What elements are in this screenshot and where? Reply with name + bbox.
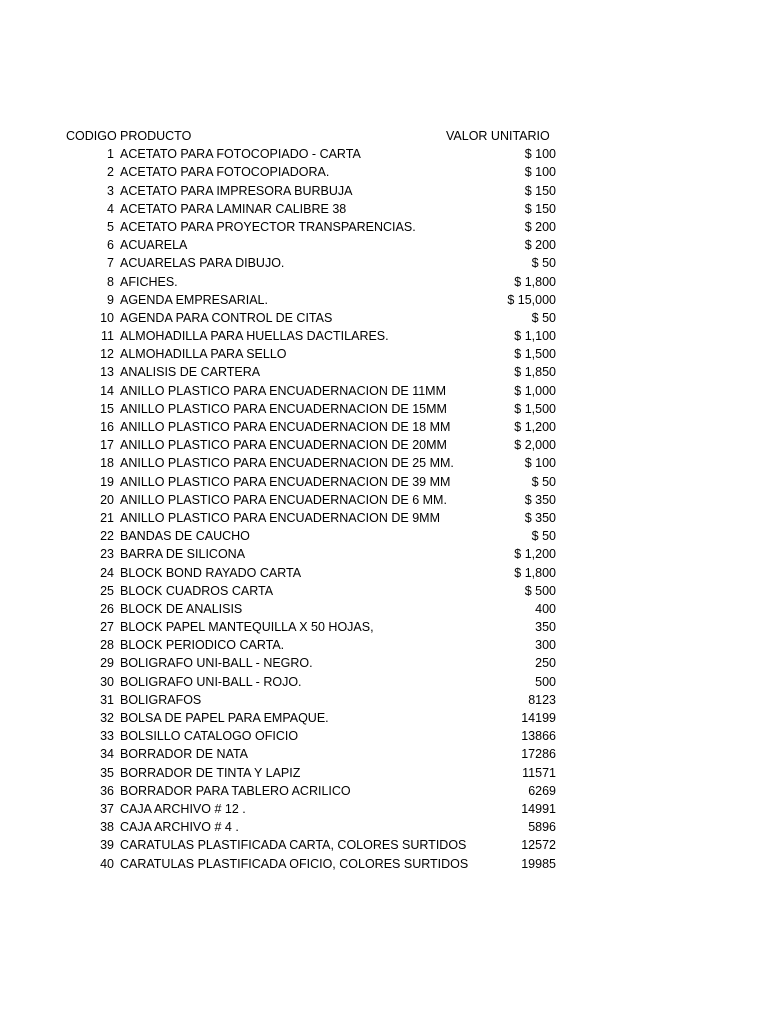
row-code: 21	[100, 510, 114, 525]
table-row	[0, 291, 768, 309]
row-product: BLOCK DE ANALISIS	[120, 601, 243, 616]
row-code: 11	[101, 329, 114, 344]
row-price: $ 350	[524, 510, 556, 525]
row-code: 18	[100, 456, 114, 471]
row-product: ACETATO PARA FOTOCOPIADORA.	[120, 165, 330, 180]
table-row	[0, 309, 768, 327]
row-price: 11571	[522, 765, 556, 780]
row-code: 7	[107, 256, 114, 271]
table-row	[0, 509, 768, 527]
row-product: CARATULAS PLASTIFICADA OFICIO, COLORES SURTIDOS	[120, 856, 469, 871]
row-product: CAJA ARCHIVO # 4 .	[120, 820, 239, 835]
table-row	[0, 582, 768, 600]
row-code: 15	[100, 401, 114, 416]
row-code: 36	[100, 783, 114, 798]
row-code: 20	[100, 492, 114, 507]
row-product: ACUARELA	[120, 238, 188, 253]
row-code: 16	[100, 420, 114, 434]
table-row	[0, 727, 768, 745]
row-product: CARATULAS PLASTIFICADA CARTA, COLORES SURTIDOS	[120, 838, 467, 853]
row-price: $ 100	[524, 147, 556, 162]
row-code: 24	[100, 565, 114, 580]
row-product: BLOCK PERIODICO CARTA.	[120, 638, 285, 653]
row-price: 250	[535, 656, 556, 671]
table-row	[0, 145, 768, 163]
table-row	[0, 436, 768, 454]
row-code: 25	[100, 583, 114, 598]
row-code: 31	[100, 692, 114, 707]
table-header-row	[0, 127, 768, 145]
row-price: 13866	[521, 729, 556, 744]
table-row	[0, 218, 768, 236]
row-price: 6269	[528, 783, 556, 798]
product-price-table	[0, 127, 768, 873]
table-row	[0, 182, 768, 200]
row-code: 4	[107, 201, 114, 216]
row-price: $ 1,500	[514, 401, 556, 416]
row-code: 33	[100, 729, 114, 744]
row-code: 8	[107, 274, 114, 289]
row-price: $ 50	[531, 474, 556, 489]
table-row	[0, 363, 768, 381]
table-row	[0, 654, 768, 672]
row-product: CAJA ARCHIVO # 12 .	[120, 801, 246, 816]
table-row	[0, 673, 768, 691]
row-price: $ 1,850	[514, 365, 556, 380]
row-price: 14991	[521, 801, 556, 816]
row-product: ANILLO PLASTICO PARA ENCUADERNACION DE 39 MM	[120, 474, 451, 489]
row-price: 19985	[521, 856, 556, 871]
table-row	[0, 800, 768, 818]
row-price: $ 1,800	[514, 274, 556, 289]
table-row	[0, 836, 768, 854]
row-code: 19	[100, 474, 114, 489]
row-product: BORRADOR DE NATA	[120, 747, 249, 762]
row-price: 500	[535, 674, 556, 689]
table-row	[0, 473, 768, 491]
row-product: BARRA DE SILICONA	[120, 547, 246, 562]
row-product: BLOCK CUADROS CARTA	[120, 583, 274, 598]
table-row	[0, 618, 768, 636]
row-price: $ 1,200	[514, 420, 556, 434]
row-price: $ 350	[524, 492, 556, 507]
table-row	[0, 545, 768, 563]
row-price: 300	[535, 638, 556, 653]
table-row	[0, 236, 768, 254]
table-row	[0, 400, 768, 418]
table-row	[0, 745, 768, 763]
row-product: ACUARELAS PARA DIBUJO.	[120, 256, 285, 271]
row-code: 26	[100, 601, 114, 616]
row-price: $ 2,000	[514, 438, 556, 453]
row-product: ANILLO PLASTICO PARA ENCUADERNACION DE 9MM	[120, 510, 440, 525]
row-price: $ 1,800	[514, 565, 556, 580]
row-code: 3	[107, 183, 114, 198]
row-price: $ 200	[524, 238, 556, 253]
header-code: CODIGO	[66, 129, 117, 143]
table-row	[0, 636, 768, 654]
row-price: 12572	[521, 838, 556, 853]
table-row	[0, 782, 768, 800]
table-body	[0, 145, 768, 873]
table-row	[0, 600, 768, 618]
row-code: 22	[100, 529, 114, 544]
row-code: 28	[100, 638, 114, 653]
row-price: 8123	[528, 692, 556, 707]
header-product: PRODUCTO	[120, 129, 192, 143]
row-code: 30	[100, 674, 114, 689]
row-product: ANILLO PLASTICO PARA ENCUADERNACION DE 6 MM.	[120, 492, 447, 507]
row-product: BLOCK PAPEL MANTEQUILLA X 50 HOJAS,	[120, 620, 374, 635]
table-row	[0, 491, 768, 509]
table-row	[0, 273, 768, 291]
table-row	[0, 254, 768, 272]
table-row	[0, 764, 768, 782]
row-product: ALMOHADILLA PARA SELLO	[120, 347, 287, 362]
table-row	[0, 382, 768, 400]
table-row	[0, 709, 768, 727]
row-product: ACETATO PARA FOTOCOPIADO - CARTA	[120, 147, 361, 162]
row-code: 29	[100, 656, 114, 671]
row-price: $ 1,000	[514, 383, 556, 398]
row-price: $ 100	[524, 456, 556, 471]
row-price: $ 150	[524, 183, 556, 198]
row-code: 40	[100, 856, 114, 871]
table-row	[0, 163, 768, 181]
table-row	[0, 691, 768, 709]
row-product: ANILLO PLASTICO PARA ENCUADERNACION DE 11MM	[120, 383, 447, 398]
row-price: $ 500	[524, 583, 556, 598]
row-code: 10	[100, 310, 114, 325]
row-product: ANILLO PLASTICO PARA ENCUADERNACION DE 25 MM.	[120, 456, 454, 471]
row-product: BOLIGRAFOS	[120, 692, 202, 707]
row-code: 1	[107, 147, 114, 162]
row-product: AFICHES.	[120, 274, 178, 289]
row-price: 350	[535, 620, 556, 635]
row-product: ANILLO PLASTICO PARA ENCUADERNACION DE 20MM	[120, 438, 447, 453]
row-code: 6	[107, 238, 114, 253]
row-code: 14	[100, 383, 114, 398]
table-row	[0, 564, 768, 582]
row-price: $ 1,200	[514, 547, 556, 562]
row-price: 5896	[528, 820, 556, 835]
row-code: 39	[100, 838, 114, 853]
row-product: BLOCK BOND RAYADO CARTA	[120, 565, 302, 580]
row-product: ALMOHADILLA PARA HUELLAS DACTILARES.	[120, 329, 389, 344]
row-product: BORRADOR PARA TABLERO ACRILICO	[120, 783, 351, 798]
row-price: $ 1,100	[514, 329, 556, 344]
row-price: $ 200	[524, 219, 556, 234]
row-code: 5	[107, 219, 114, 234]
row-code: 9	[107, 292, 114, 307]
table-row	[0, 454, 768, 472]
row-code: 32	[100, 711, 114, 725]
row-product: BOLSILLO CATALOGO OFICIO	[120, 729, 299, 744]
row-code: 34	[100, 747, 114, 762]
table-row	[0, 345, 768, 363]
row-code: 35	[100, 765, 114, 780]
row-product: ACETATO PARA PROYECTOR TRANSPARENCIAS.	[120, 219, 416, 234]
header-price: VALOR UNITARIO	[446, 129, 550, 143]
row-price: $ 15,000	[507, 292, 556, 307]
row-price: 400	[535, 601, 556, 616]
row-code: 38	[100, 820, 114, 835]
table-row	[0, 818, 768, 836]
table-row	[0, 200, 768, 218]
row-product: ACETATO PARA IMPRESORA BURBUJA	[120, 183, 353, 198]
row-product: BANDAS DE CAUCHO	[120, 529, 250, 544]
row-price: $ 50	[531, 529, 556, 544]
row-product: ACETATO PARA LAMINAR CALIBRE 38	[120, 201, 347, 216]
row-product: ANILLO PLASTICO PARA ENCUADERNACION DE 15MM	[120, 401, 447, 416]
row-code: 2	[107, 165, 114, 180]
row-price: 17286	[521, 747, 556, 762]
row-price: $ 1,500	[514, 347, 556, 362]
row-price: $ 150	[524, 201, 556, 216]
row-price: $ 50	[531, 310, 556, 325]
table-row	[0, 327, 768, 345]
row-code: 13	[100, 365, 114, 380]
row-code: 27	[100, 620, 114, 635]
row-product: ANILLO PLASTICO PARA ENCUADERNACION DE 18 MM	[120, 420, 451, 434]
row-product: BOLIGRAFO UNI-BALL - NEGRO.	[120, 656, 313, 671]
row-product: ANALISIS DE CARTERA	[120, 365, 261, 380]
row-product: BORRADOR DE TINTA Y LAPIZ	[120, 765, 301, 780]
table-row	[0, 527, 768, 545]
row-product: AGENDA EMPRESARIAL.	[120, 292, 268, 307]
row-price: $ 50	[531, 256, 556, 271]
table-row	[0, 855, 768, 873]
row-code: 37	[100, 801, 114, 816]
row-product: BOLSA DE PAPEL PARA EMPAQUE.	[120, 711, 329, 725]
row-code: 23	[100, 547, 114, 562]
row-price: $ 100	[524, 165, 556, 180]
row-product: AGENDA PARA CONTROL DE CITAS	[120, 310, 333, 325]
row-code: 12	[100, 347, 114, 362]
row-price: 14199	[521, 711, 556, 725]
table-row	[0, 418, 768, 436]
row-code: 17	[100, 438, 114, 453]
row-product: BOLIGRAFO UNI-BALL - ROJO.	[120, 674, 302, 689]
